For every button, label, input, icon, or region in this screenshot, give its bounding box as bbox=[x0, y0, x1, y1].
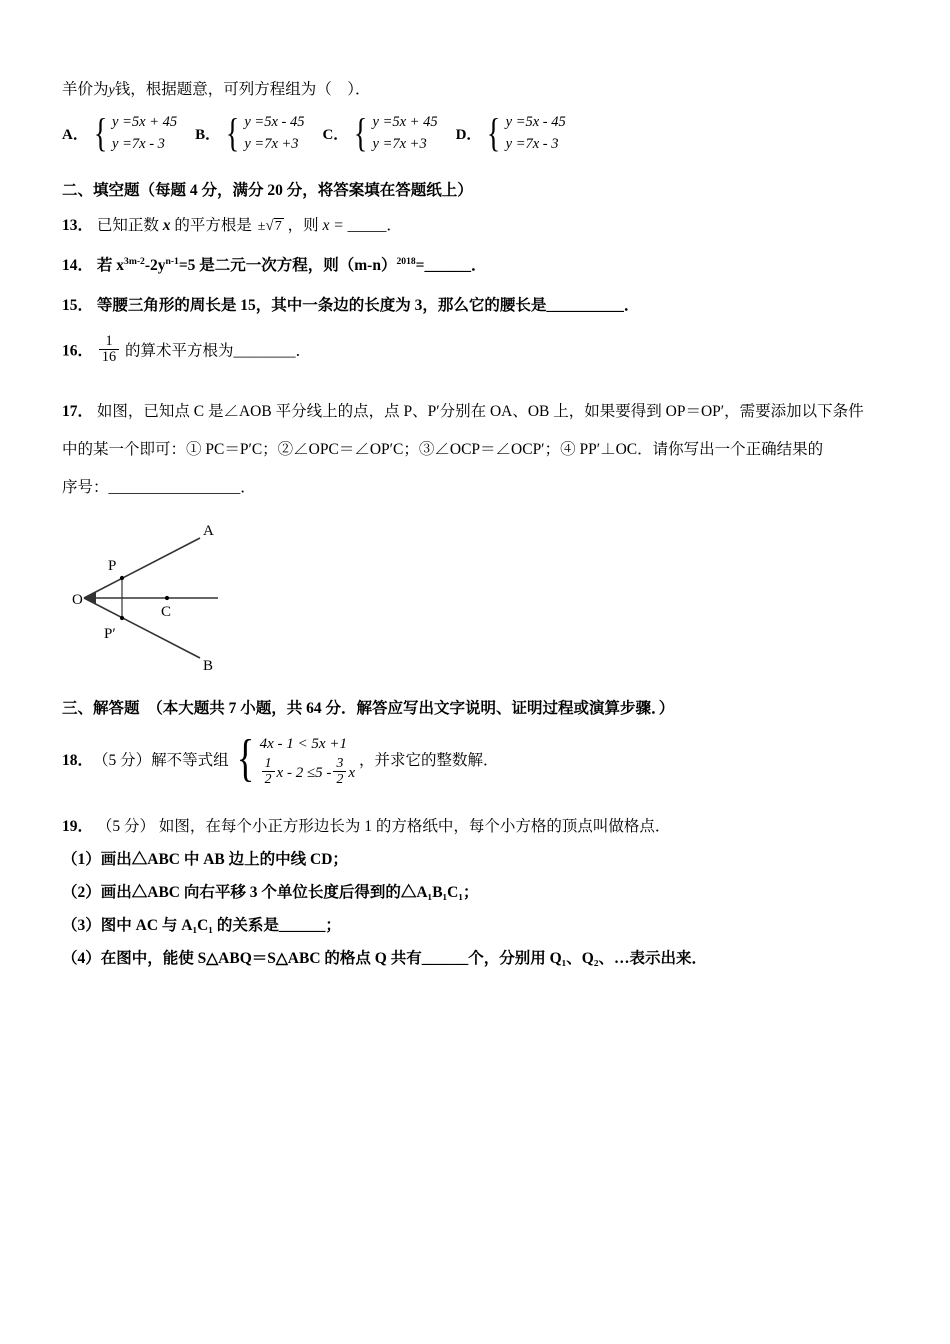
question-19-item-3[interactable]: （3）图中 AC 与 A₁C₁ 的关系是______； bbox=[62, 916, 341, 934]
question-19-lead-text: 如图，在每个小正方形边长为 1 的方格纸中，每个小方格的顶点叫做格点． bbox=[158, 817, 671, 835]
question-14-text-b: -2y bbox=[144, 256, 166, 274]
angle-bisector-svg bbox=[72, 518, 372, 678]
question-19-score: （5 分） bbox=[96, 817, 156, 835]
question-17-text-1: 如图，已知点 C 是∠AOB 平分线上的点，点 P、P′分别在 OA、OB 上，如果要得到 OP＝OP′，需要添加以下条件 bbox=[96, 402, 864, 420]
brace-icon: { bbox=[236, 729, 254, 787]
question-19-item-1: （1）画出△ABC 中 AB 边上的中线 CD； bbox=[62, 850, 348, 868]
svg-text:O: O bbox=[72, 591, 83, 608]
inequality-system bbox=[233, 730, 355, 789]
carryover-stem bbox=[62, 78, 892, 102]
radical-sqrt7: ±√7 bbox=[257, 217, 282, 234]
choice-d-eq2: y =7x - 3 bbox=[505, 135, 559, 152]
fraction-denominator: 2 bbox=[264, 770, 272, 786]
inequality-2 bbox=[260, 755, 356, 789]
brace-icon: { bbox=[354, 110, 368, 156]
question-13-var-x2: x = bbox=[322, 216, 344, 234]
stem-text-before: 羊价为 bbox=[62, 81, 109, 98]
fraction-one-half bbox=[262, 756, 275, 787]
choice-a-system bbox=[112, 112, 177, 156]
choice-a-letter: A． bbox=[62, 127, 88, 144]
question-19-item-4[interactable]: （4）在图中，能使 S△ABQ＝S△ABC 的格点 Q 共有______个，分别用 Q₁、Q₂、…表示出来． bbox=[62, 950, 707, 967]
question-13-text-a: 已知正数 bbox=[96, 216, 159, 234]
svg-text:C: C bbox=[161, 603, 172, 620]
question-16 bbox=[62, 332, 892, 368]
question-18-score: （5 分） bbox=[93, 752, 152, 770]
question-15-text[interactable]: 等腰三角形的周长是 15，其中一条边的长度为 3，那么它的腰长是__________． bbox=[96, 296, 640, 314]
question-14-sup-c: 2018 bbox=[396, 255, 416, 267]
choice-c-eq2: y =7x +3 bbox=[372, 135, 427, 152]
fraction-denominator: 2 bbox=[336, 770, 344, 786]
stem-variable-y: y bbox=[108, 83, 115, 98]
fraction-one-sixteenth bbox=[99, 334, 119, 366]
question-18-number: 18． bbox=[62, 752, 94, 770]
question-19-number: 19． bbox=[62, 817, 94, 835]
brace-icon: { bbox=[487, 110, 501, 156]
svg-text:P: P bbox=[108, 557, 117, 574]
question-19-lead bbox=[62, 815, 892, 839]
question-13-number: 13． bbox=[62, 216, 94, 234]
question-15 bbox=[62, 294, 892, 318]
choice-d[interactable] bbox=[456, 112, 566, 156]
question-19-item-2: （2）画出△ABC 向右平移 3 个单位长度后得到的△A₁B₁C₁； bbox=[62, 883, 479, 901]
question-16-text[interactable]: 的算术平方根为________． bbox=[125, 342, 312, 360]
fraction-denominator: 16 bbox=[101, 349, 117, 366]
question-15-number: 15． bbox=[62, 296, 94, 314]
question-13-var-x: x bbox=[162, 216, 171, 234]
choice-b[interactable] bbox=[195, 112, 304, 156]
fraction-numerator: 1 bbox=[99, 334, 119, 350]
inequality-2-text: x - 2 ≤5 - bbox=[276, 765, 332, 782]
question-14-text-a: 若 x bbox=[96, 256, 125, 274]
question-13-text-c: ，则 bbox=[287, 216, 319, 234]
question-14-sup-a: 3m-2 bbox=[124, 255, 145, 267]
choice-b-system bbox=[244, 112, 304, 156]
brace-icon: { bbox=[226, 110, 240, 156]
choice-a-eq2: y =7x - 3 bbox=[112, 135, 165, 152]
question-19 bbox=[62, 815, 892, 971]
svg-text:A: A bbox=[203, 522, 214, 539]
question-14-text-c: =5 是二元一次方程，则（m-n） bbox=[178, 256, 397, 274]
question-16-number: 16． bbox=[62, 342, 94, 360]
question-14 bbox=[62, 254, 892, 278]
question-17-number: 17． bbox=[62, 402, 94, 420]
document-content bbox=[62, 78, 892, 980]
question-13-text-b: 的平方根是 bbox=[174, 216, 252, 234]
question-13-blank[interactable]: _____． bbox=[347, 216, 402, 234]
choice-a-eq1: y =5x + 45 bbox=[112, 114, 178, 131]
choice-b-eq2: y =7x +3 bbox=[244, 135, 299, 152]
fraction-numerator: 1 bbox=[262, 756, 275, 772]
question-14-number: 14． bbox=[62, 256, 94, 274]
fraction-numerator: 3 bbox=[333, 756, 346, 772]
brace-icon: { bbox=[93, 110, 108, 156]
question-17-text-2: 中的某一个即可：① PC＝P′C；②∠OPC＝∠OP′C；③∠OCP＝∠OCP′；④ PP′⊥OC．请你写出一个正确结果的 bbox=[62, 440, 824, 458]
angle-bisector-figure bbox=[72, 518, 372, 678]
section-3-heading: 三、解答题 （本大题共 7 小题，共 64 分．解答应写出文字说明、证明过程或演算步骤．） bbox=[62, 699, 675, 717]
choice-d-eq1: y =5x - 45 bbox=[505, 114, 566, 131]
inequality-2-tail: x bbox=[348, 765, 356, 782]
choice-c-letter: C． bbox=[322, 127, 349, 144]
question-14-sup-b: n-1 bbox=[165, 255, 179, 267]
stem-text-after: 钱，根据题意，可列方程组为（ ）． bbox=[114, 81, 371, 98]
choice-d-letter: D． bbox=[455, 127, 482, 144]
choice-d-system bbox=[506, 112, 566, 156]
inequality-lines bbox=[260, 730, 355, 789]
question-18-lead: 解不等式组 bbox=[151, 752, 229, 770]
question-17-line-3 bbox=[62, 476, 892, 500]
svg-text:P′: P′ bbox=[104, 625, 116, 642]
choice-c-eq1: y =5x + 45 bbox=[372, 114, 438, 131]
svg-text:B: B bbox=[203, 657, 214, 674]
choice-c-system bbox=[373, 112, 438, 156]
fraction-three-halves bbox=[333, 756, 346, 787]
choice-a[interactable] bbox=[62, 112, 177, 156]
question-18-tail: ，并求它的整数解． bbox=[359, 752, 499, 770]
multiple-choice-options bbox=[62, 112, 892, 156]
question-17-line-1 bbox=[62, 400, 892, 424]
question-17-text-3[interactable]: 序号：_________________． bbox=[62, 478, 256, 496]
section-2-heading: 二、填空题（每题 4 分，满分 20 分，将答案填在答题纸上） bbox=[62, 181, 473, 199]
question-13 bbox=[62, 214, 892, 238]
question-14-text-d[interactable]: =______． bbox=[415, 256, 487, 274]
question-17 bbox=[62, 400, 892, 678]
inequality-1: 4x - 1 < 5x +1 bbox=[259, 735, 347, 752]
question-18 bbox=[62, 730, 892, 789]
choice-c[interactable] bbox=[322, 112, 437, 156]
choice-b-eq1: y =5x - 45 bbox=[244, 114, 305, 131]
choice-b-letter: B． bbox=[195, 127, 221, 144]
question-17-line-2 bbox=[62, 438, 892, 462]
